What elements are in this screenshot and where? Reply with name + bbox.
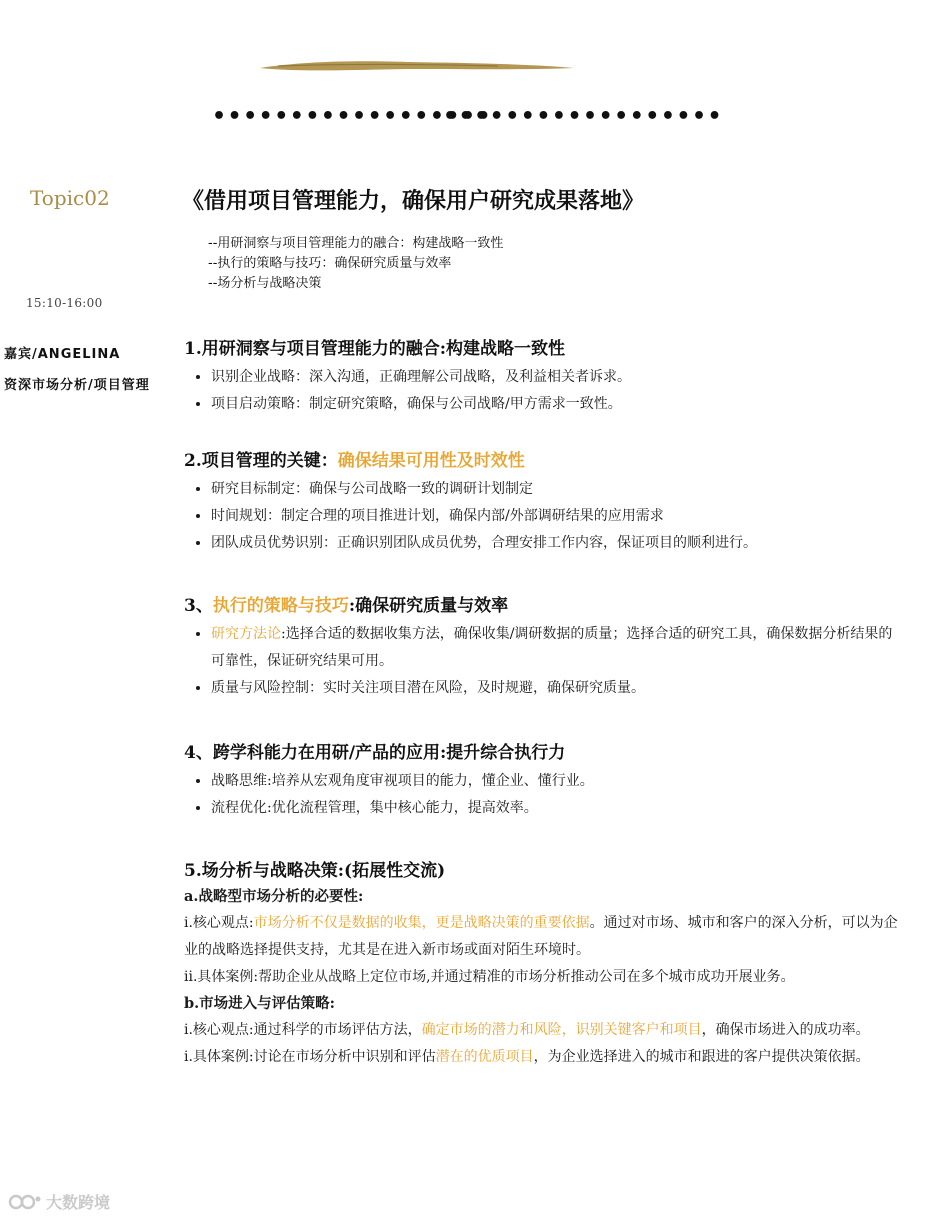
bullet-list: [184, 476, 904, 557]
section-4: [184, 740, 904, 822]
topic-label: Topic02: [30, 186, 110, 210]
subsection-heading: a.战略型市场分析的必要性:: [184, 888, 364, 905]
text-part: ，确保市场进入的成功率。: [701, 1022, 870, 1038]
dotted-divider-left: ••••••••••••••••••: [212, 104, 493, 129]
list-item: • 战略思维:培养从宏观角度审视项目的能力，懂企业、懂行业。: [211, 768, 904, 795]
section-heading: [184, 593, 904, 619]
text-part: i.核心观点:: [184, 915, 254, 931]
dotted-divider-right: ••••••••••••••••••: [443, 104, 724, 129]
heading-part: 2.项目管理的关键：: [184, 451, 338, 471]
text-highlight: 潜在的优质项目: [435, 1049, 534, 1065]
item-highlight: 研究方法论: [211, 626, 281, 642]
section-heading: 1.用研洞察与项目管理能力的融合:构建战略一致性: [184, 339, 566, 359]
talk-content: [184, 336, 904, 1071]
section-5: [184, 858, 904, 1071]
watermark-logo: [8, 1190, 110, 1213]
subtitle-line: --场分析与战略决策: [208, 276, 322, 291]
list-item: • 时间规划：制定合理的项目推进计划，确保内部/外部调研结果的应用需求: [211, 503, 904, 530]
heading-part: :确保研究质量与效率: [348, 596, 509, 616]
section-heading: 4、跨学科能力在用研/产品的应用:提升综合执行力: [184, 743, 566, 763]
text-part: 。通过对市场、城市和客户的深入分析，可以为企业的战略选择提供支持，尤其是在进入新市场或面对陌生环境时。: [184, 915, 898, 958]
session-time: 15:10-16:00: [26, 296, 103, 310]
list-item: • 质量与风险控制：实时关注项目潜在风险，及时规避，确保研究质量。: [211, 675, 904, 702]
paragraph: ii.具体案例:帮助企业从战略上定位市场,并通过精准的市场分析推动公司在多个城市成功开展业务。: [184, 969, 795, 985]
bullet-list: [184, 364, 904, 418]
subtitle-line: --执行的策略与技巧：确保研究质量与效率: [208, 256, 452, 271]
section-heading: 5.场分析与战略决策:(拓展性交流): [184, 861, 446, 881]
list-item: [211, 621, 904, 675]
gold-brush-stroke: [258, 56, 578, 78]
text-part: i.核心观点:通过科学的市场评估方法，: [184, 1022, 422, 1038]
text-part: i.具体案例:讨论在市场分析中识别和评估: [184, 1049, 436, 1065]
bullet-list: [184, 768, 904, 822]
list-item: • 识别企业战略：深入沟通，正确理解公司战略，及利益相关者诉求。: [211, 364, 904, 391]
paragraph: [184, 1044, 904, 1071]
list-item: • 流程优化:优化流程管理，集中核心能力，提高效率。: [211, 795, 904, 822]
subsection-heading: b.市场进入与评估策略:: [184, 995, 336, 1012]
list-item: • 项目启动策略：制定研究策略，确保与公司战略/甲方需求一致性。: [211, 391, 904, 418]
logo-mark-icon: [8, 1193, 42, 1211]
subtitle-line: --用研洞察与项目管理能力的融合：构建战略一致性: [208, 236, 504, 251]
heading-highlight: 确保结果可用性及时效性: [337, 451, 525, 471]
paragraph: [184, 910, 904, 964]
guest-role: 资深市场分析/项目管理: [4, 378, 150, 393]
item-text: :选择合适的数据收集方法，确保收集/调研数据的质量；选择合适的研究工具，确保数据分析结果的可靠性，保证研究结果可用。: [211, 626, 893, 669]
guest-name: 嘉宾/ANGELINA: [4, 347, 121, 362]
section-3: [184, 593, 904, 702]
talk-title: 《借用项目管理能力，确保用户研究成果落地》: [182, 189, 645, 214]
text-highlight: 市场分析不仅是数据的收集，更是战略决策的重要依据: [253, 915, 590, 931]
section-2: [184, 448, 904, 557]
bullet-list: [184, 621, 904, 702]
list-item: • 研究目标制定：确保与公司战略一致的调研计划制定: [211, 476, 904, 503]
paragraph: [184, 1017, 904, 1044]
heading-part: 3、: [184, 596, 213, 616]
watermark-text: 大数跨境: [46, 1193, 111, 1212]
section-1: [184, 336, 904, 418]
text-part: ，为企业选择进入的城市和跟进的客户提供决策依据。: [533, 1049, 870, 1065]
text-highlight: 确定市场的潜力和风险，识别关键客户和项目: [421, 1022, 702, 1038]
subtitle-list: [208, 234, 503, 294]
heading-highlight: 执行的策略与技巧: [212, 596, 349, 616]
list-item: • 团队成员优势识别：正确识别团队成员优势，合理安排工作内容，保证项目的顺利进行。: [211, 530, 904, 557]
section-heading: [184, 448, 904, 474]
